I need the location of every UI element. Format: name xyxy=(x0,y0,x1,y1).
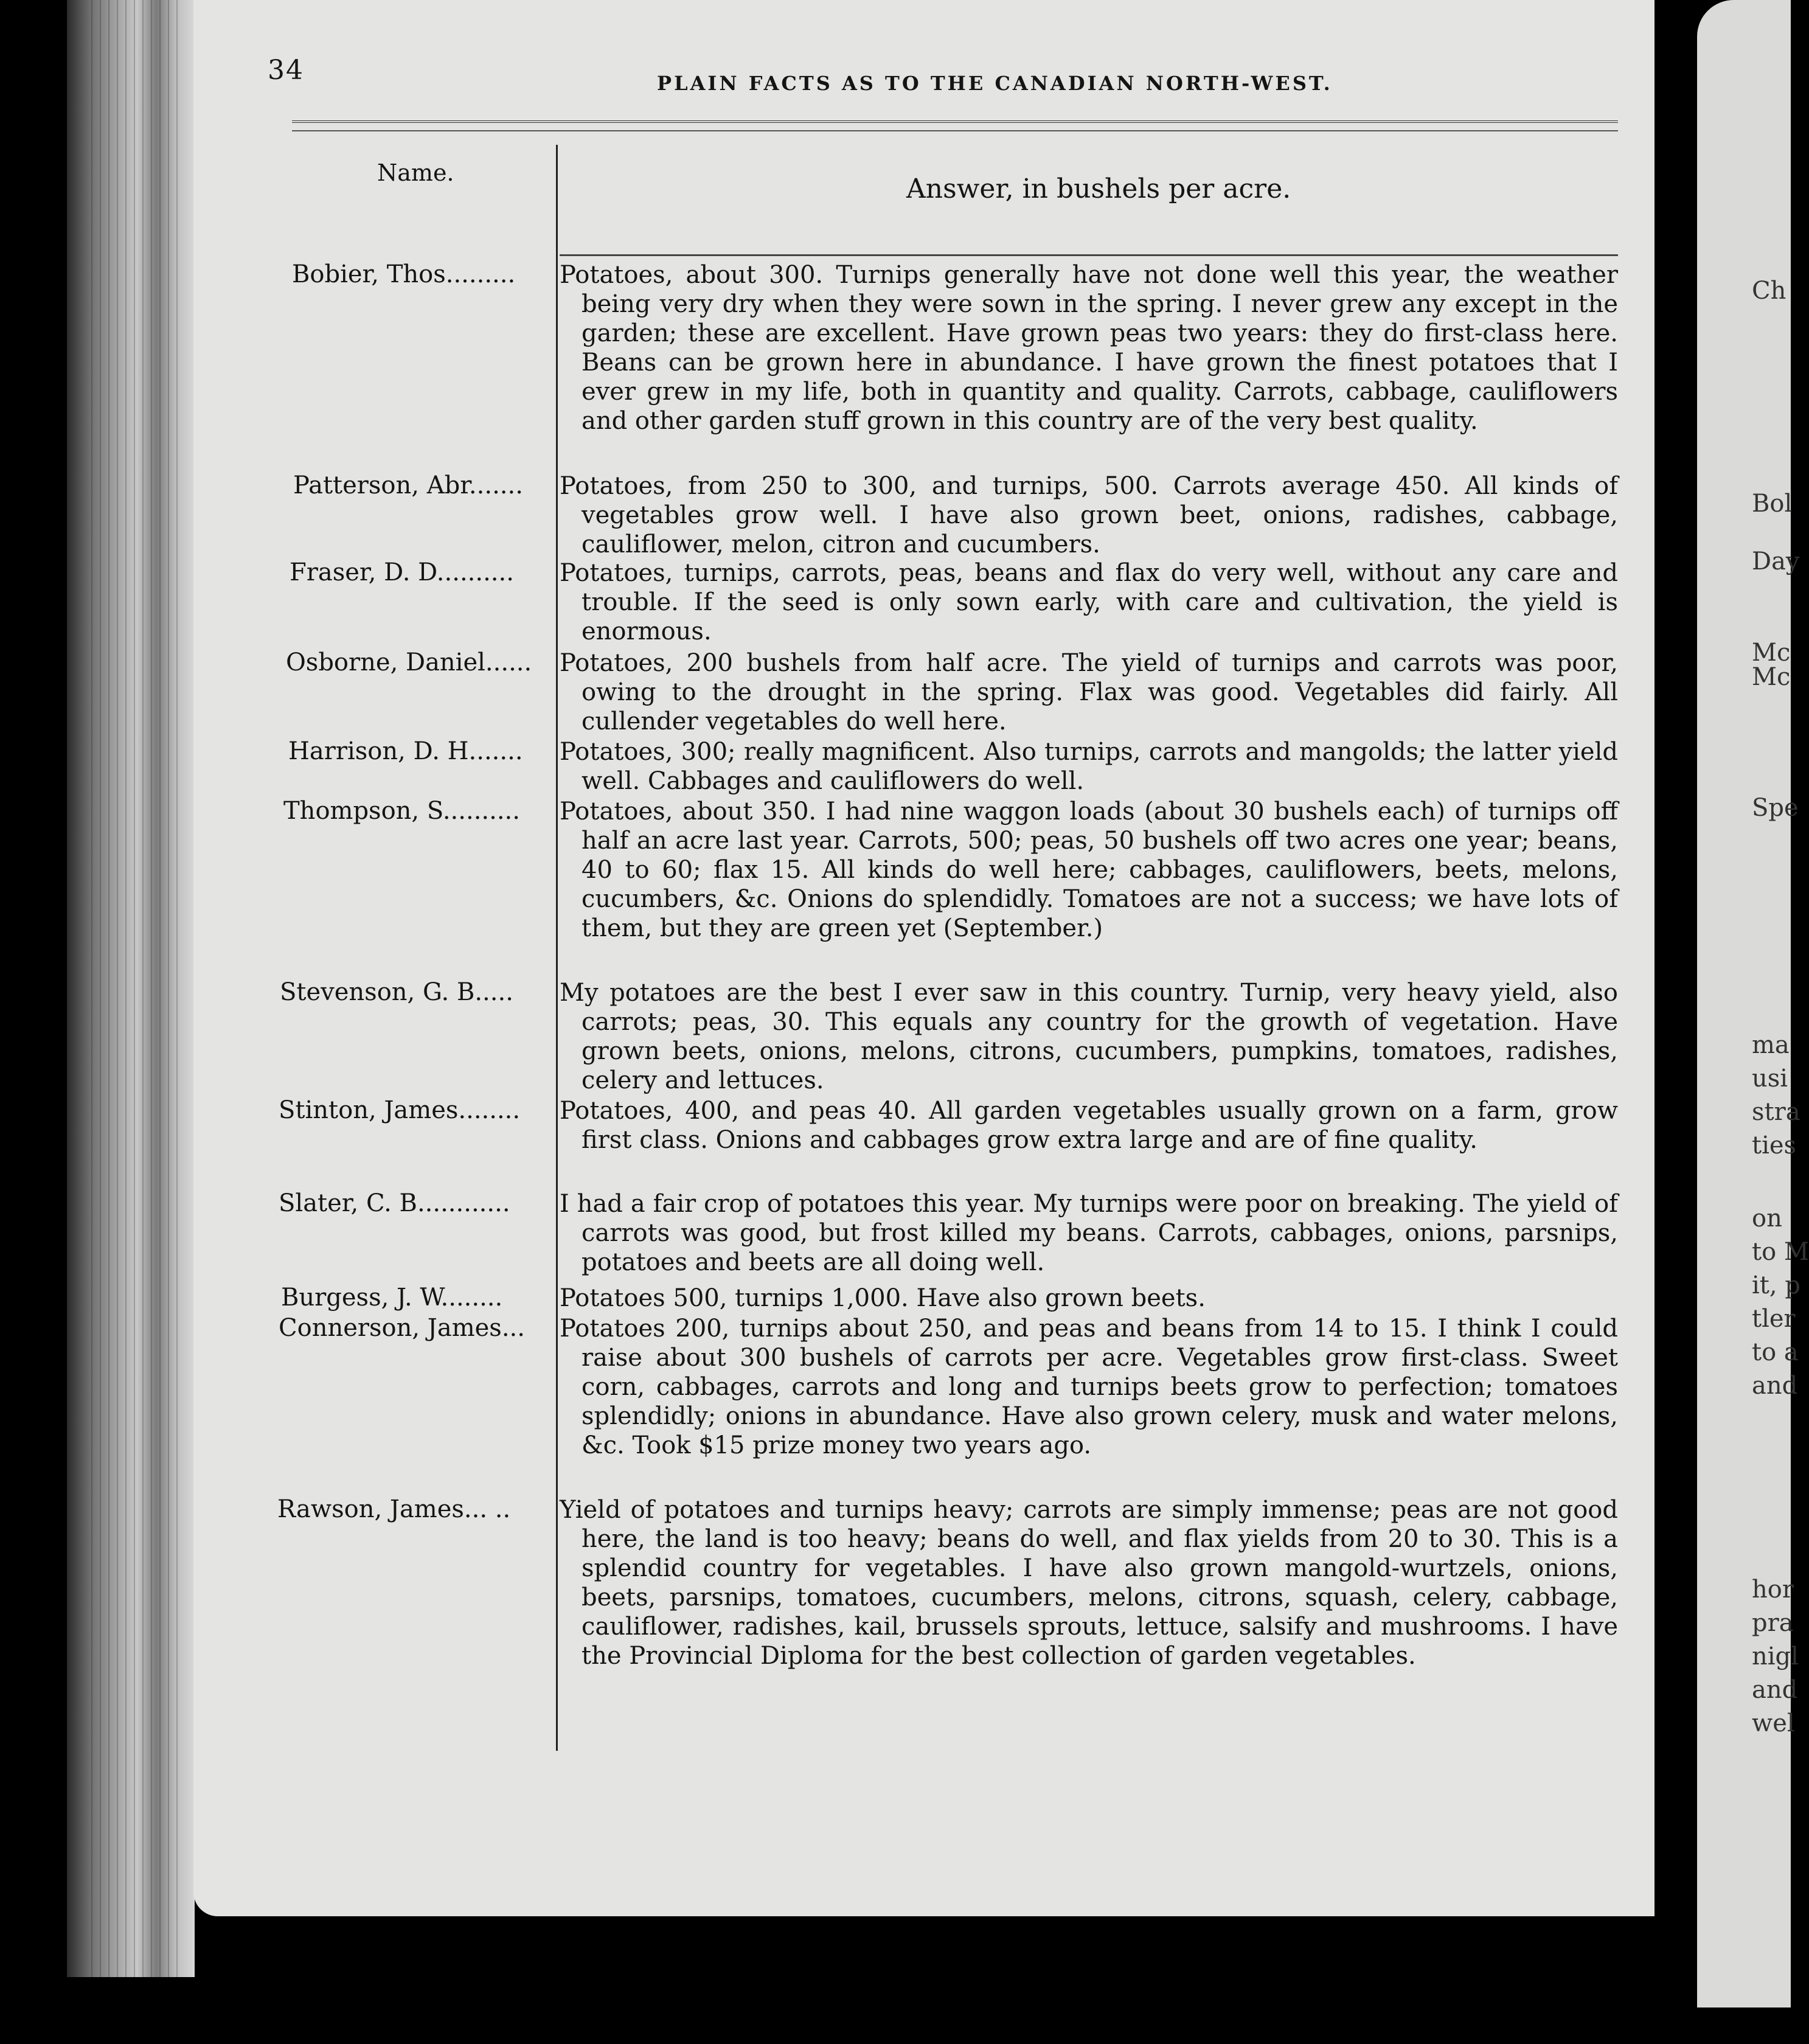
running-head: PLAIN FACTS AS TO THE CANADIAN NORTH-WEST. xyxy=(657,72,1333,95)
respondent-answer: Potatoes 200, turnips about 250, and peas and beans from 14 to 15. I think I could raise about 300 bushels of carrots per acre. Vegetables grow first-class. Sweet corn, cabbages, carrots and long and turnips beets grow to perfection; tomatoes splendidly; onions in abundance. Have also grown celery, musk and water melons, &c. Took $15 prize money two years ago. xyxy=(560,1315,1618,1459)
respondent-answer: Potatoes, about 350. I had nine waggon loads (about 30 bushels each) of turnips off half an acre last year. Carrots, 500; peas, 50 bushels off two acres one year; beans, 40 to 60; flax 15. All kinds do well here; cabbages, cauliflowers, beets, melons, cucumbers, &c. Onions do splendidly. Tomatoes are not a success; we have lots of them, but they are green yet (September.) xyxy=(560,798,1618,942)
facing-fragment: to a xyxy=(1752,1338,1799,1366)
respondent-name: Rawson, James... .. xyxy=(277,1495,511,1523)
facing-fragment: and xyxy=(1752,1676,1798,1704)
respondent-name: Fraser, D. D.......... xyxy=(290,558,514,586)
facing-fragment: Spe xyxy=(1752,794,1799,822)
facing-fragment: usi xyxy=(1752,1065,1788,1093)
facing-fragment: stra xyxy=(1752,1098,1800,1126)
respondent-name: Connerson, James... xyxy=(279,1314,525,1342)
respondent-name: Stinton, James........ xyxy=(279,1096,521,1124)
respondent-name: Stevenson, G. B..... xyxy=(280,978,513,1006)
facing-fragment: ma xyxy=(1752,1031,1790,1059)
column-header-name: Name. xyxy=(377,159,454,186)
respondent-answer: Potatoes, turnips, carrots, peas, beans and flax do very well, without any care and trouble. If the seed is only sown early, with care and cultivation, the yield is enormous. xyxy=(560,559,1618,645)
facing-fragment: pra xyxy=(1752,1609,1794,1637)
respondent-answer: I had a fair crop of potatoes this year. My turnips were poor on breaking. The yield of carrots was good, but frost killed my beans. Carrots, cabbages, onions, parsnips, potatoes and beets are all doing well. xyxy=(560,1190,1618,1276)
page-edges xyxy=(91,0,182,1977)
respondent-answer: Potatoes 500, turnips 1,000. Have also grown beets. xyxy=(560,1284,1206,1312)
respondent-name: Burgess, J. W........ xyxy=(281,1284,503,1312)
facing-fragment: nigl xyxy=(1752,1642,1799,1670)
respondent-answer: Potatoes, 200 bushels from half acre. The yield of turnips and carrots was poor, owing to the drought in the spring. Flax was good. Vegetables did fairly. All cullender vegetables do well here. xyxy=(560,649,1618,735)
respondent-answer: Potatoes, 400, and peas 40. All garden vegetables usually grown on a farm, grow first class. Onions and cabbages grow extra large and are of fine quality. xyxy=(560,1097,1618,1154)
facing-fragment: Ch xyxy=(1752,277,1786,305)
respondent-answer: My potatoes are the best I ever saw in this country. Turnip, very heavy yield, also carrots; peas, 30. This equals any country for the growth of vegetation. Have grown beets, onions, melons, citrons, cucumbers, pumpkins, tomatoes, radishes, celery and lettuces. xyxy=(560,979,1618,1094)
respondent-answer: Potatoes, 300; really magnificent. Also turnips, carrots and mangolds; the latter yield well. Cabbages and cauliflowers do well. xyxy=(560,738,1618,795)
respondent-name: Patterson, Abr....... xyxy=(293,471,523,499)
respondent-name: Slater, C. B............ xyxy=(279,1189,510,1217)
facing-fragment: it, p xyxy=(1752,1271,1800,1299)
facing-fragment: Day xyxy=(1752,548,1800,575)
respondent-answer: Potatoes, from 250 to 300, and turnips, 500. Carrots average 450. All kinds of vegetables grow well. I have also grown beet, onions, radishes, cabbage, cauliflower, melon, citron and cucumbers. xyxy=(560,472,1618,558)
facing-fragment: to M xyxy=(1752,1238,1809,1266)
header-rule xyxy=(292,120,1618,123)
facing-fragment: wel xyxy=(1752,1709,1795,1737)
facing-fragment: Bol xyxy=(1752,490,1793,518)
column-divider xyxy=(556,145,558,1751)
facing-fragment: ties xyxy=(1752,1132,1797,1159)
facing-fragment: Mc xyxy=(1752,639,1791,667)
respondent-name: Bobier, Thos......... xyxy=(292,260,516,288)
facing-fragment: hor xyxy=(1752,1576,1794,1604)
facing-page-text xyxy=(1752,0,1809,2007)
facing-fragment: Mc xyxy=(1752,663,1791,691)
facing-fragment: and xyxy=(1752,1372,1798,1400)
respondent-name: Thompson, S.......... xyxy=(283,797,520,825)
facing-fragment: on xyxy=(1752,1204,1782,1232)
header-rule xyxy=(292,130,1618,131)
page-number: 34 xyxy=(268,55,304,86)
respondent-name: Osborne, Daniel...... xyxy=(286,648,532,676)
facing-fragment: tler xyxy=(1752,1305,1796,1333)
respondent-answer: Yield of potatoes and turnips heavy; carrots are simply immense; peas are not good here, the land is too heavy; beans do well, and flax yields from 20 to 30. This is a splendid country for vegetables. I have also grown mangold-wurtzels, onions, beets, parsnips, tomatoes, cucumbers, melons, citrons, squash, celery, cabbage, cauliflower, radishes, kail, brussels sprouts, lettuce, salsify and mushrooms. I have the Provincial Diploma for the best collection of garden vegetables. xyxy=(560,1496,1618,1670)
respondent-answer: Potatoes, about 300. Turnips generally have not done well this year, the weather being very dry when they were sown in the spring. I never grew any except in the garden; these are excellent. Have grown peas two years: they do first-class here. Beans can be grown here in abundance. I have grown the finest potatoes that I ever grew in my life, both in quantity and quality. Carrots, cabbage, cauliflowers and other garden stuff grown in this country are of the very best quality. xyxy=(560,261,1618,435)
respondent-name: Harrison, D. H....... xyxy=(288,737,523,765)
column-header-rule xyxy=(560,254,1618,256)
column-header-answer: Answer, in bushels per acre. xyxy=(906,173,1291,204)
